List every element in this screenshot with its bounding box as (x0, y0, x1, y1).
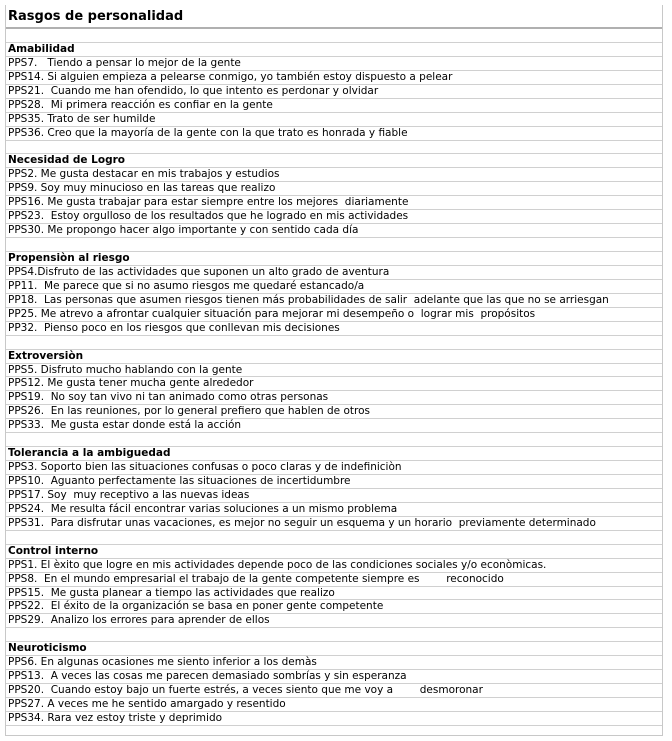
item-row[interactable]: PPS13. A veces las cosas me parecen demasiado sombrías y sin esperanza (6, 670, 662, 684)
item-row[interactable]: PPS33. Me gusta estar donde está la acción (6, 419, 662, 433)
item-row[interactable]: PPS19. No soy tan vivo ni tan animado como otras personas (6, 391, 662, 405)
item-row[interactable]: PP18. Las personas que asumen riesgos tienen más probabilidades de salir adelante que las que no se arriesgan (6, 294, 662, 308)
item-row[interactable]: PPS6. En algunas ocasiones me siento inferior a los demàs (6, 656, 662, 670)
item-row[interactable]: PPS34. Rara vez estoy triste y deprimido (6, 712, 662, 726)
section-heading[interactable]: Tolerancia a la ambiguedad (6, 447, 662, 461)
section-heading[interactable]: Amabilidad (6, 43, 662, 57)
item-row[interactable]: PPS28. Mi primera reacción es confiar en la gente (6, 99, 662, 113)
section-heading[interactable]: Necesidad de Logro (6, 154, 662, 168)
section-heading[interactable]: Neuroticismo (6, 642, 662, 656)
spreadsheet-sheet (5, 5, 663, 736)
item-row[interactable]: PPS29. Analizo los errores para aprender de ellos (6, 614, 662, 628)
item-row[interactable]: PPS12. Me gusta tener mucha gente alrededor (6, 377, 662, 391)
blank-row[interactable] (6, 29, 662, 43)
item-row[interactable]: PPS22. El éxito de la organización se basa en poner gente competente (6, 600, 662, 614)
item-row[interactable]: PPS31. Para disfrutar unas vacaciones, es mejor no seguir un esquema y un horario previamente determinado (6, 517, 662, 531)
item-row[interactable]: PPS5. Disfruto mucho hablando con la gente (6, 364, 662, 378)
item-row[interactable]: PPS1. El èxito que logre en mis actividades depende poco de las condiciones sociales y/o econòmicas. (6, 559, 662, 573)
blank-row[interactable] (6, 531, 662, 545)
blank-row[interactable] (6, 628, 662, 642)
item-row[interactable]: PPS24. Me resulta fácil encontrar varias soluciones a un mismo problema (6, 503, 662, 517)
blank-row[interactable] (6, 141, 662, 155)
item-row[interactable]: PPS9. Soy muy minucioso en las tareas que realizo (6, 182, 662, 196)
item-row[interactable]: PPS27. A veces me he sentido amargado y resentido (6, 698, 662, 712)
item-row[interactable]: PPS15. Me gusta planear a tiempo las actividades que realizo (6, 587, 662, 601)
blank-row[interactable] (6, 238, 662, 252)
item-row[interactable]: PPS2. Me gusta destacar en mis trabajos y estudios (6, 168, 662, 182)
item-row[interactable]: PP11. Me parece que si no asumo riesgos me quedaré estancado/a (6, 280, 662, 294)
item-row[interactable]: PPS7. Tiendo a pensar lo mejor de la gente (6, 57, 662, 71)
trait-sections (6, 29, 662, 726)
item-row[interactable]: PPS17. Soy muy receptivo a las nuevas ideas (6, 489, 662, 503)
item-row[interactable]: PPS36. Creo que la mayoría de la gente con la que trato es honrada y fiable (6, 127, 662, 141)
blank-row[interactable] (6, 336, 662, 350)
item-row[interactable]: PPS8. En el mundo empresarial el trabajo de la gente competente siempre es reconocido (6, 573, 662, 587)
item-row[interactable]: PPS35. Trato de ser humilde (6, 113, 662, 127)
item-row[interactable]: PP32. Pienso poco en los riesgos que conllevan mis decisiones (6, 322, 662, 336)
item-row[interactable]: PPS3. Soporto bien las situaciones confusas o poco claras y de indefiniciòn (6, 461, 662, 475)
item-row[interactable]: PPS4.Disfruto de las actividades que suponen un alto grado de aventura (6, 266, 662, 280)
section-heading[interactable]: Extroversiòn (6, 350, 662, 364)
item-row[interactable]: PPS20. Cuando estoy bajo un fuerte estrés, a veces siento que me voy a desmoronar (6, 684, 662, 698)
item-row[interactable]: PPS26. En las reuniones, por lo general prefiero que hablen de otros (6, 405, 662, 419)
blank-row[interactable] (6, 433, 662, 447)
item-row[interactable]: PPS30. Me propongo hacer algo importante y con sentido cada día (6, 224, 662, 238)
item-row[interactable]: PPS16. Me gusta trabajar para estar siempre entre los mejores diariamente (6, 196, 662, 210)
item-row[interactable]: PPS23. Estoy orgulloso de los resultados que he logrado en mis actividades (6, 210, 662, 224)
item-row[interactable]: PPS21. Cuando me han ofendido, lo que intento es perdonar y olvidar (6, 85, 662, 99)
section-heading[interactable]: Control interno (6, 545, 662, 559)
item-row[interactable]: PPS10. Aguanto perfectamente las situaciones de incertidumbre (6, 475, 662, 489)
sheet-title[interactable]: Rasgos de personalidad (6, 5, 662, 29)
item-row[interactable]: PP25. Me atrevo a afrontar cualquier situación para mejorar mi desempeño o lograr mis propósitos (6, 308, 662, 322)
item-row[interactable]: PPS14. Si alguien empieza a pelearse conmigo, yo también estoy dispuesto a pelear (6, 71, 662, 85)
section-heading[interactable]: Propensiòn al riesgo (6, 252, 662, 266)
